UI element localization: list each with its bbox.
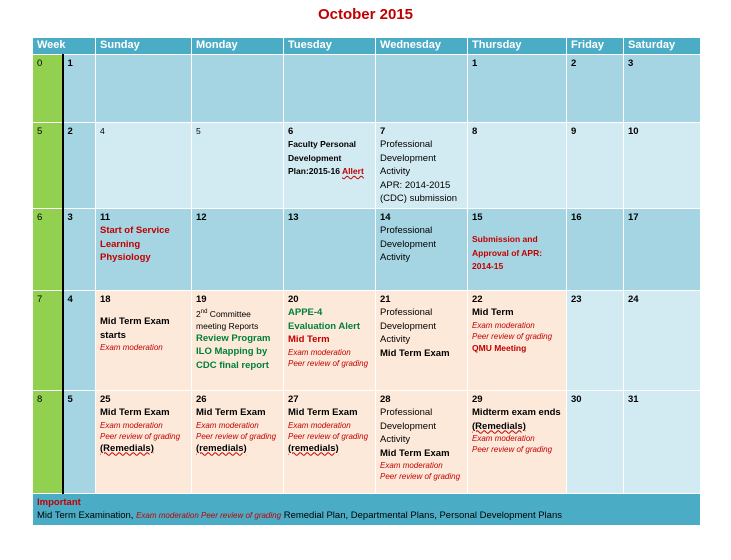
event-midterm-exam: Mid Term Exam (196, 407, 266, 418)
event-peer-review: Peer review of grading (196, 431, 277, 441)
event-professional-development: Professional Development Activity (380, 139, 436, 177)
footer-row (33, 493, 701, 525)
event-professional-development: Professional Development Activity (380, 407, 436, 445)
day-cell: 20 APPE-4 Evaluation Alert Mid Term Exam moderation Peer review of grading (284, 290, 376, 390)
day-cell: 28 Professional Development Activity Mid Term Exam Exam moderation Peer review of grading (376, 390, 468, 493)
day-cell: 6 Faculty Personal Development Plan:2015-16 Allert (284, 122, 376, 208)
footer-legend (33, 493, 701, 525)
event-qmu-meeting: QMU Meeting (472, 342, 527, 353)
calendar-table (32, 37, 701, 526)
event-exam-moderation: Exam moderation (288, 347, 351, 357)
header-friday: Friday (567, 38, 624, 55)
day-cell: 9 (567, 122, 624, 208)
day-cell: 26 Mid Term Exam Exam moderation Peer review of grading (remedials) (192, 390, 284, 493)
event-midterm-starts: Mid Term Exam starts (100, 316, 170, 341)
header-monday: Monday (192, 38, 284, 55)
week-label: 0 (33, 54, 63, 122)
event-exam-moderation: Exam moderation (100, 420, 163, 430)
day-cell: 10 (624, 122, 701, 208)
header-sunday: Sunday (96, 38, 192, 55)
day-cell: 2 (567, 54, 624, 122)
event-professional-development: Professional Development Activity (380, 307, 436, 345)
day-cell (192, 54, 284, 122)
header-week: Week (33, 38, 96, 55)
day-cell: 16 (567, 208, 624, 290)
event-apr-approval: Submission and Approval of APR: 2014-15 (472, 234, 543, 271)
header-tuesday: Tuesday (284, 38, 376, 55)
event-midterm-exam: Mid Term Exam (380, 347, 450, 359)
day-cell: 13 (284, 208, 376, 290)
day-cell: 1 (468, 54, 567, 122)
event-midterm: Mid Term (472, 307, 514, 318)
day-cell (284, 54, 376, 122)
day-cell: 31 (624, 390, 701, 493)
day-cell (96, 54, 192, 122)
week-row (33, 290, 701, 390)
week-label: 6 (33, 208, 63, 290)
day-cell: 30 (567, 390, 624, 493)
day-cell: 4 (96, 122, 192, 208)
day-cell: 24 (624, 290, 701, 390)
page-title: October 2015 (317, 6, 414, 23)
event-appe-alert: APPE-4 Evaluation Alert (288, 307, 360, 332)
footer-text: Mid Term Examination, Exam moderation Peer review of grading Remedial Plan, Departmental Plans, Personal Development Plans (37, 510, 562, 521)
event-peer-review: Peer review of grading (100, 431, 181, 441)
event-midterm-exam: Mid Term Exam (380, 447, 450, 459)
header-saturday: Saturday (624, 38, 701, 55)
event-exam-moderation: Exam moderation (472, 434, 535, 443)
week-number: 3 (63, 208, 96, 290)
day-cell (376, 54, 468, 122)
day-cell: 17 (624, 208, 701, 290)
day-cell: 25 Mid Term Exam Exam moderation Peer review of grading (Remedials) (96, 390, 192, 493)
day-cell: 5 (192, 122, 284, 208)
event-midterm: Mid Term (288, 334, 330, 345)
event-remedials: (remedials) (196, 442, 247, 454)
week-number: 5 (63, 390, 96, 493)
event-midterm-exam: Mid Term Exam (100, 407, 170, 418)
event-peer-review: Peer review of grading (288, 431, 369, 441)
week-row (33, 208, 701, 290)
day-cell: 15 Submission and Approval of APR: 2014-15 (468, 208, 567, 290)
event-exam-moderation: Exam moderation (288, 420, 351, 430)
header-thursday: Thursday (468, 38, 567, 55)
event-exam-moderation: Exam moderation (472, 320, 535, 330)
event-peer-review: Peer review of grading (472, 331, 553, 341)
event-remedials: (remedials) (288, 442, 339, 454)
week-row (33, 54, 701, 122)
event-peer-review: Peer review of grading (472, 445, 553, 454)
week-label: 7 (33, 290, 63, 390)
day-cell: 12 (192, 208, 284, 290)
footer-important: Important (37, 496, 81, 508)
week-label: 5 (33, 122, 63, 208)
day-cell: 18 Mid Term Exam starts Exam moderation (96, 290, 192, 390)
week-row (33, 122, 701, 208)
event-professional-development: Professional Development Activity (380, 225, 436, 263)
event-committee-meeting: 2nd Committee meeting Reports (196, 308, 259, 331)
day-cell: 21 Professional Development Activity Mid Term Exam (376, 290, 468, 390)
day-cell: 22 Mid Term Exam moderation Peer review of grading QMU Meeting (468, 290, 567, 390)
event-midterm-ends: Midterm exam ends (472, 407, 561, 418)
event-exam-moderation: Exam moderation (196, 420, 259, 430)
week-number: 2 (63, 122, 96, 208)
week-row (33, 390, 701, 493)
event-peer-review: Peer review of grading (288, 358, 369, 368)
week-number: 1 (63, 54, 96, 122)
day-cell: 7 Professional Development Activity APR: 2014-2015 (CDC) submission (376, 122, 468, 208)
event-midterm-exam: Mid Term Exam (288, 407, 358, 418)
event-service-learning: Start of Service Learning Physiology (100, 225, 170, 263)
day-cell: 27 Mid Term Exam Exam moderation Peer review of grading (remedials) (284, 390, 376, 493)
event-apr-submission: APR: 2014-2015 (CDC) submission (380, 179, 458, 204)
day-cell: 8 (468, 122, 567, 208)
week-label: 8 (33, 390, 63, 493)
week-number: 4 (63, 290, 96, 390)
event-exam-moderation: Exam moderation (100, 343, 163, 352)
event-peer-review: Peer review of grading (380, 472, 461, 481)
event-remedials: (Remedials) (472, 420, 526, 432)
day-cell: 14 Professional Development Activity (376, 208, 468, 290)
event-ilo-mapping: Review Program ILO Mapping by CDC final report (196, 332, 271, 371)
day-cell: 29 Midterm exam ends (Remedials) Exam moderation Peer review of grading (468, 390, 567, 493)
day-cell: 23 (567, 290, 624, 390)
event-faculty-plan: Faculty Personal Development Plan:2015-16 Allert (288, 139, 364, 176)
day-cell: 3 (624, 54, 701, 122)
event-remedials: (Remedials) (100, 442, 154, 454)
header-row (33, 38, 701, 55)
header-wednesday: Wednesday (376, 38, 468, 55)
day-cell: 19 2nd Committee meeting Reports Review Program ILO Mapping by CDC final report (192, 290, 284, 390)
day-cell: 11 Start of Service Learning Physiology (96, 208, 192, 290)
event-exam-moderation: Exam moderation (380, 461, 443, 470)
